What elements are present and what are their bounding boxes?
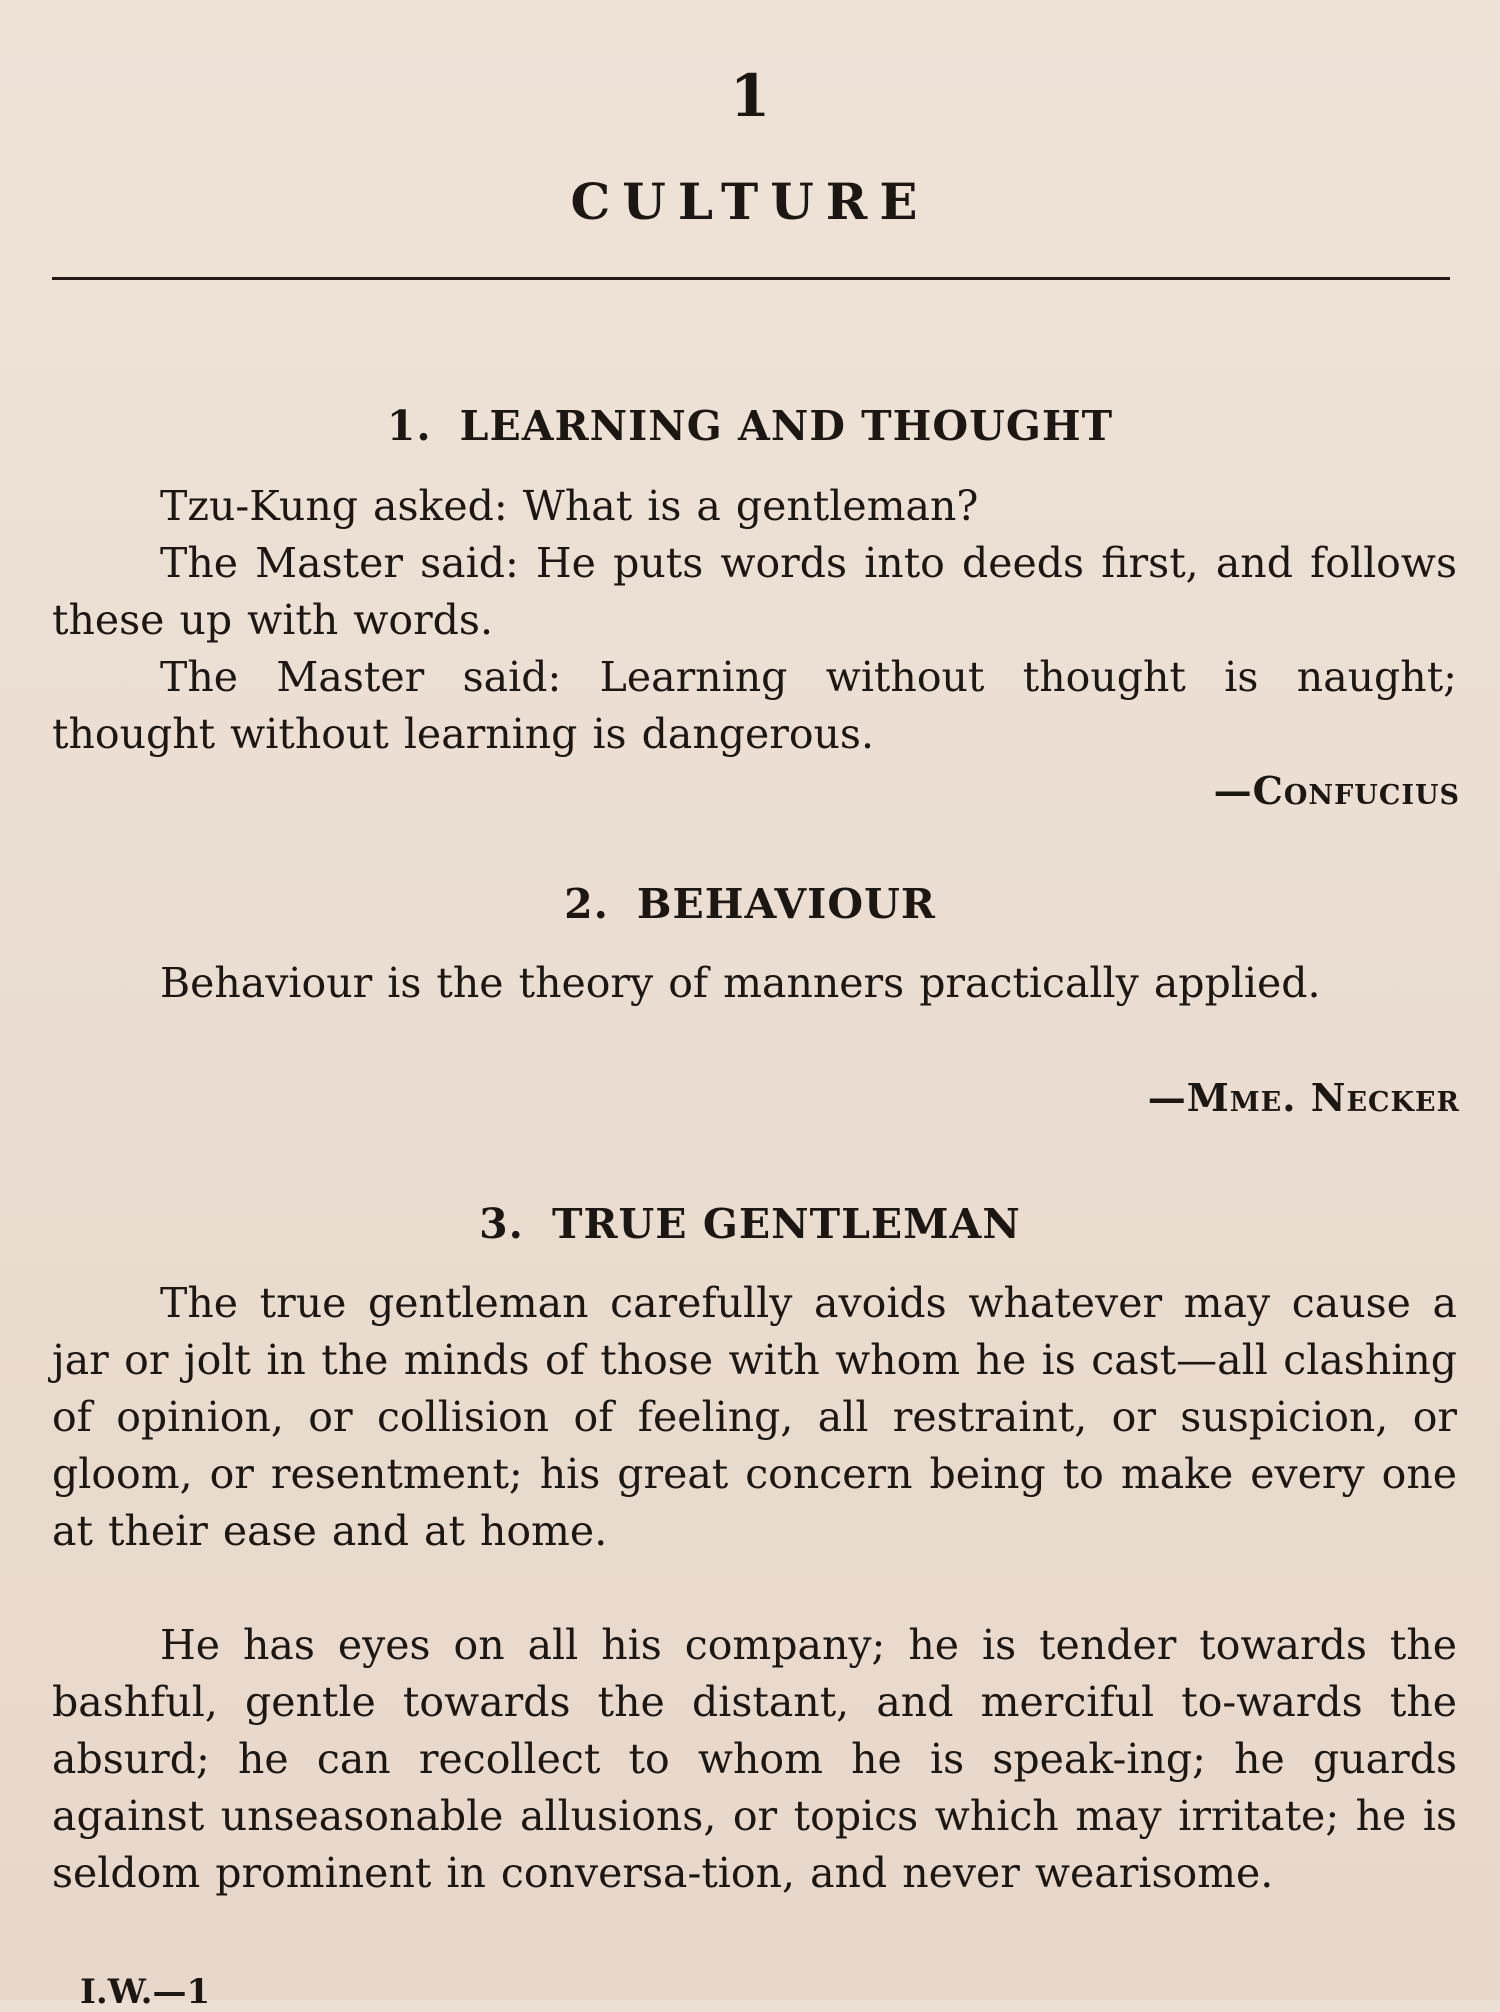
chapter-title: CULTURE [570,172,930,231]
paragraph: Tzu-Kung asked: What is a gentleman? [160,482,979,530]
paragraph: The true gentleman carefully avoids whatever may cause a jar or jolt in the minds of those with whom he is cast—all clashing of opinion, or collision of feeling, all restraint, or suspicion, or gloom, or resentment; his great concern being to make every one at their ease and at home. [52,1279,1457,1555]
paragraph: The Master said: He puts words into deeds first, and follows these up with words. [52,539,1457,644]
paragraph: The Master said: Learning without thought is naught; thought without learning is dangerous. [52,653,1457,758]
chapter-rule [52,277,1450,280]
section-title: TRUE GENTLEMAN [551,1200,1021,1248]
signature-mark: I.W.—1 [80,1972,211,2012]
section-heading-true-gentleman [0,1200,1500,1248]
section-number: 3. [479,1200,524,1248]
section-title: BEHAVIOUR [636,880,936,928]
section-number: 2. [564,880,609,928]
section-number: 1. [386,402,432,450]
section-heading-learning-and-thought [0,402,1500,450]
section-heading-behaviour [0,880,1500,928]
paragraph: He has eyes on all his company; he is tender towards the bashful, gentle towards the distant, and merciful to-wards the absurd; he can recollect to whom he is speak-ing; he guards against unseasonable allusions, or topics which may irritate; he is seldom prominent in conversa-tion, and never wearisome. [52,1621,1457,1897]
attribution-confucius: —Confucius [1213,768,1460,813]
chapter-number: 1 [729,62,771,130]
section-title: LEARNING AND THOUGHT [459,402,1114,450]
paragraph: Behaviour is the theory of manners practically applied. [160,959,1321,1007]
attribution-mme-necker: —Mme. Necker [1147,1075,1460,1120]
